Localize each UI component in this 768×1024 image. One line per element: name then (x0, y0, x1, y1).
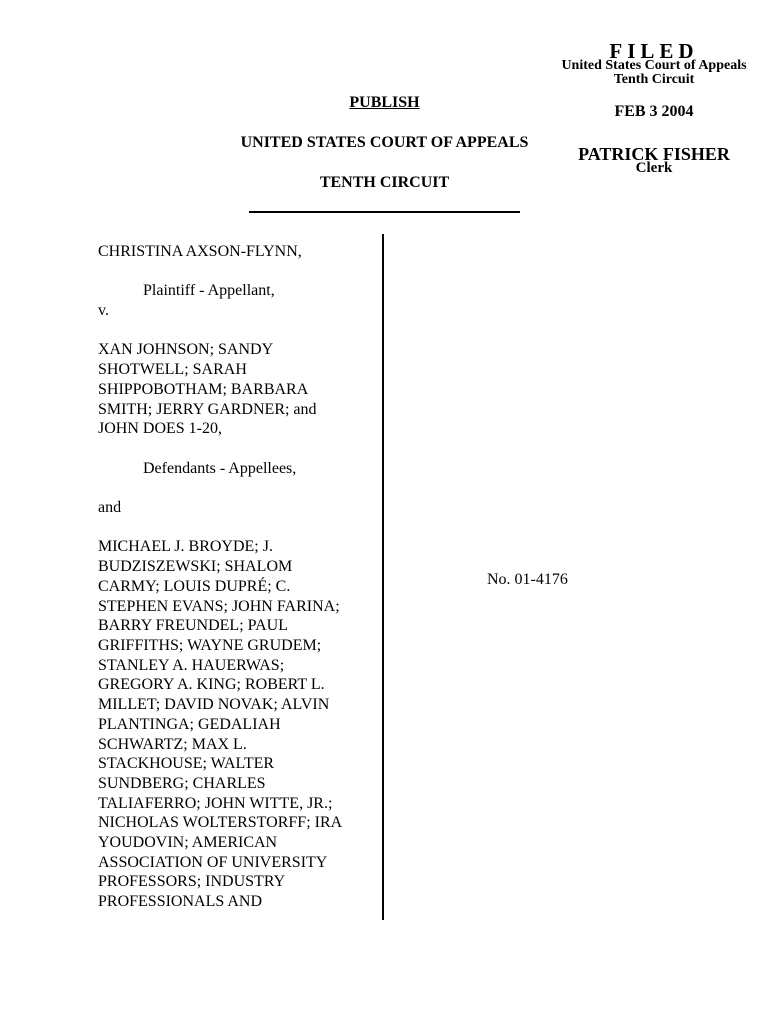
and-label: and (98, 499, 122, 517)
caption-divider (382, 234, 384, 920)
defendant-line: SHOTWELL; SARAH (98, 361, 247, 379)
plaintiff-name: CHRISTINA AXSON-FLYNN, (98, 243, 302, 260)
amicus-line: SCHWARTZ; MAX L. (98, 735, 247, 753)
amicus-line: BUDZISZEWSKI; SHALOM (98, 558, 293, 576)
amicus-line: MILLET; DAVID NOVAK; ALVIN (98, 696, 330, 714)
amicus-line: GREGORY A. KING; ROBERT L. (98, 676, 325, 694)
filed-date: FEB 3 2004 (614, 103, 694, 120)
amicus-line: CARMY; LOUIS DUPRÉ; C. (98, 577, 291, 595)
circuit-name-heading: TENTH CIRCUIT (319, 174, 450, 191)
defendant-line: SHIPPOBOTHAM; BARBARA (98, 380, 309, 398)
defendant-line: JOHN DOES 1-20, (98, 420, 222, 438)
amicus-line: STACKHOUSE; WALTER (98, 755, 275, 773)
publish-heading: PUBLISH (349, 94, 420, 111)
defendant-line: SMITH; JERRY GARDNER; and (98, 400, 317, 418)
amicus-line: PROFESSORS; INDUSTRY (98, 873, 286, 891)
amicus-line: GRIFFITHS; WAYNE GRUDEM; (98, 636, 322, 654)
amicus-line: PROFESSIONALS AND (98, 893, 263, 911)
defendants-role: Defendants - Appellees, (143, 459, 297, 477)
amicus-line: MICHAEL J. BROYDE; J. (98, 538, 273, 556)
filed-stamp-circuit: Tenth Circuit (613, 72, 695, 87)
defendant-line: XAN JOHNSON; SANDY (98, 341, 274, 359)
case-number: No. 01-4176 (487, 571, 568, 588)
case-caption (98, 242, 378, 912)
court-name-heading: UNITED STATES COURT OF APPEALS (240, 134, 529, 151)
amicus-line: BARRY FREUNDEL; PAUL (98, 617, 288, 635)
versus-label: v. (98, 302, 109, 320)
plaintiff-role: Plaintiff - Appellant, (143, 282, 275, 300)
clerk-title: Clerk (635, 160, 673, 176)
filed-stamp-word: FILED (609, 39, 699, 63)
header-rule (249, 211, 520, 213)
amicus-line: ASSOCIATION OF UNIVERSITY (98, 853, 328, 871)
amicus-line: STEPHEN EVANS; JOHN FARINA; (98, 597, 340, 615)
amicus-line: PLANTINGA; GEDALIAH (98, 715, 281, 733)
amicus-line: NICHOLAS WOLTERSTORFF; IRA (98, 814, 343, 832)
clerk-name: PATRICK FISHER (578, 144, 730, 164)
filed-stamp-court: United States Court of Appeals (561, 58, 747, 73)
amicus-line: YOUDOVIN; AMERICAN (98, 834, 278, 852)
amicus-line: STANLEY A. HAUERWAS; (98, 656, 285, 674)
amicus-line: SUNDBERG; CHARLES (98, 774, 266, 792)
amicus-line: TALIAFERRO; JOHN WITTE, JR.; (98, 794, 333, 812)
